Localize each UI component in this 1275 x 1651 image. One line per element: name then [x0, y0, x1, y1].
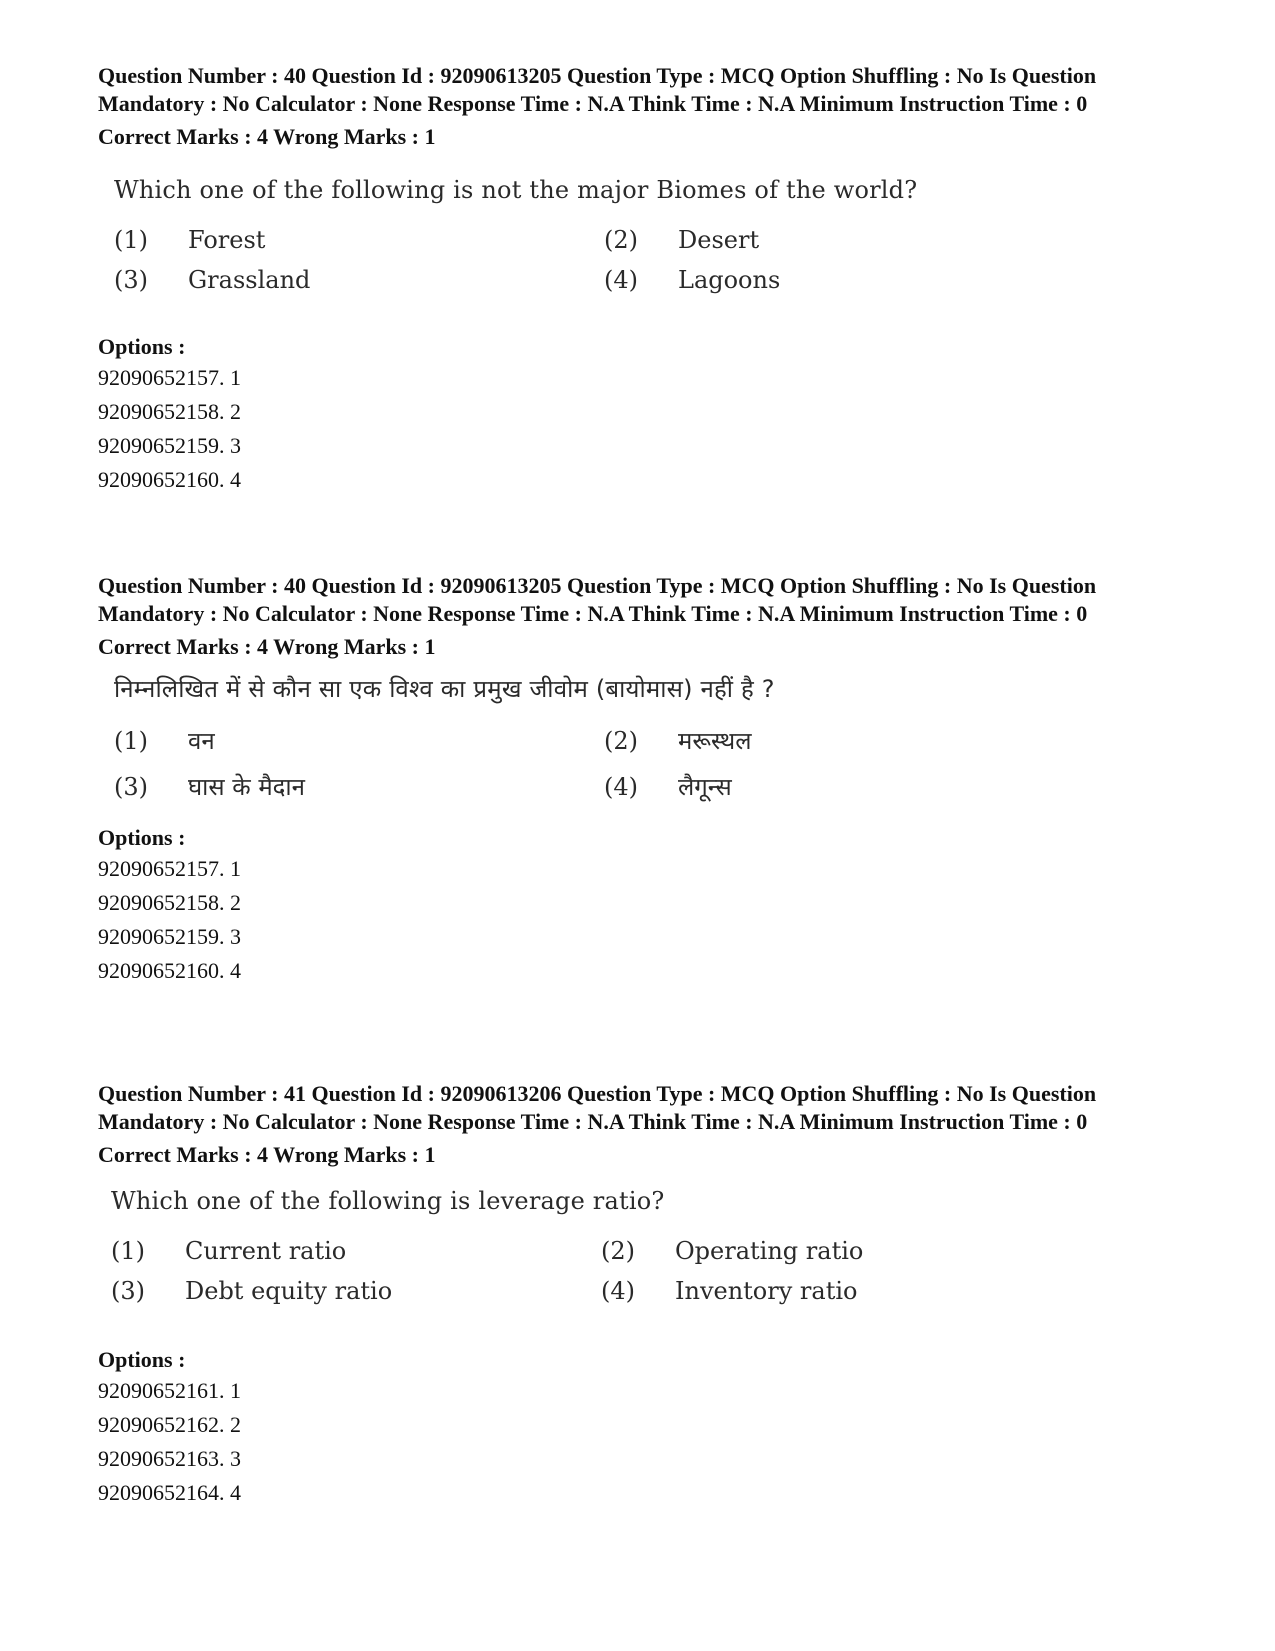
choice-grid: [114, 225, 1178, 295]
choice-item: [114, 265, 604, 295]
option-item: 92090652159. 3: [98, 924, 241, 949]
choice-text: Current ratio: [185, 1237, 347, 1265]
options-label: Options :: [98, 1347, 186, 1372]
options-label: Options :: [98, 825, 186, 850]
question-marks: Correct Marks : 4 Wrong Marks : 1: [98, 634, 436, 659]
options-section: [98, 824, 1178, 988]
question-marks: Correct Marks : 4 Wrong Marks : 1: [98, 1142, 436, 1167]
question-text: Which one of the following is not the major Biomes of the world?: [114, 176, 918, 204]
choice-grid: [114, 726, 1178, 802]
choice-item: [114, 225, 604, 255]
choice-number: (1): [111, 1237, 145, 1265]
choice-item: [601, 1236, 1101, 1266]
option-item: 92090652158. 2: [98, 399, 241, 424]
choice-number: (3): [114, 773, 148, 801]
choice-item: [601, 1276, 1101, 1306]
question-meta: Question Number : 41 Question Id : 92090613206 Question Type : MCQ Option Shuffling : No Is Question Mandatory : No Calculator : None Response Time : N.A Think Time : N.A Minimum Instruction Time : 0: [98, 1081, 1097, 1134]
choice-text: Desert: [678, 226, 760, 254]
choice-text: Lagoons: [678, 266, 781, 294]
choice-text: Grassland: [188, 266, 311, 294]
choice-text: लैगून्स: [678, 773, 732, 801]
choice-text: वन: [188, 727, 215, 755]
question-block: [98, 62, 1178, 497]
question-marks: Correct Marks : 4 Wrong Marks : 1: [98, 124, 436, 149]
option-item: 92090652159. 3: [98, 433, 241, 458]
question-image: [114, 175, 1178, 295]
choice-text: Forest: [188, 226, 266, 254]
option-item: 92090652157. 1: [98, 365, 241, 390]
option-item: 92090652158. 2: [98, 890, 241, 915]
options-section: [98, 1346, 1178, 1510]
question-image: [114, 674, 1178, 802]
choice-number: (4): [604, 773, 638, 801]
choice-item: [604, 265, 1104, 295]
choice-number: (2): [601, 1237, 635, 1265]
question-meta: Question Number : 40 Question Id : 92090613205 Question Type : MCQ Option Shuffling : No Is Question Mandatory : No Calculator : None Response Time : N.A Think Time : N.A Minimum Instruction Time : 0: [98, 573, 1097, 626]
choice-text: Operating ratio: [675, 1237, 864, 1265]
choice-text: Inventory ratio: [675, 1277, 858, 1305]
question-block: [98, 1080, 1178, 1510]
question-block: [98, 572, 1178, 988]
option-item: 92090652162. 2: [98, 1412, 241, 1437]
option-item: 92090652160. 4: [98, 958, 241, 983]
choice-text: Debt equity ratio: [185, 1277, 393, 1305]
choice-grid: [111, 1236, 1178, 1306]
option-item: 92090652160. 4: [98, 467, 241, 492]
option-item: 92090652161. 1: [98, 1378, 241, 1403]
choice-text: घास के मैदान: [188, 773, 305, 801]
choice-item: [604, 225, 1104, 255]
choice-number: (3): [111, 1277, 145, 1305]
choice-number: (4): [604, 266, 638, 294]
choice-item: [111, 1276, 601, 1306]
option-item: 92090652163. 3: [98, 1446, 241, 1471]
option-item: 92090652164. 4: [98, 1480, 241, 1505]
choice-text: मरूस्थल: [678, 727, 752, 755]
choice-number: (1): [114, 226, 148, 254]
choice-item: [114, 726, 604, 756]
choice-item: [111, 1236, 601, 1266]
choice-number: (2): [604, 727, 638, 755]
option-item: 92090652157. 1: [98, 856, 241, 881]
question-text: Which one of the following is leverage ratio?: [111, 1187, 665, 1215]
question-text: निम्नलिखित में से कौन सा एक विश्व का प्रमुख जीवोम (बायोमास) नहीं है ?: [114, 675, 775, 703]
choice-item: [114, 772, 604, 802]
choice-number: (1): [114, 727, 148, 755]
options-section: [98, 333, 1178, 497]
choice-item: [604, 772, 1104, 802]
choice-number: (3): [114, 266, 148, 294]
choice-number: (2): [604, 226, 638, 254]
options-label: Options :: [98, 334, 186, 359]
question-image: [111, 1186, 1178, 1306]
question-meta: Question Number : 40 Question Id : 92090613205 Question Type : MCQ Option Shuffling : No Is Question Mandatory : No Calculator : None Response Time : N.A Think Time : N.A Minimum Instruction Time : 0: [98, 63, 1097, 116]
choice-number: (4): [601, 1277, 635, 1305]
choice-item: [604, 726, 1104, 756]
